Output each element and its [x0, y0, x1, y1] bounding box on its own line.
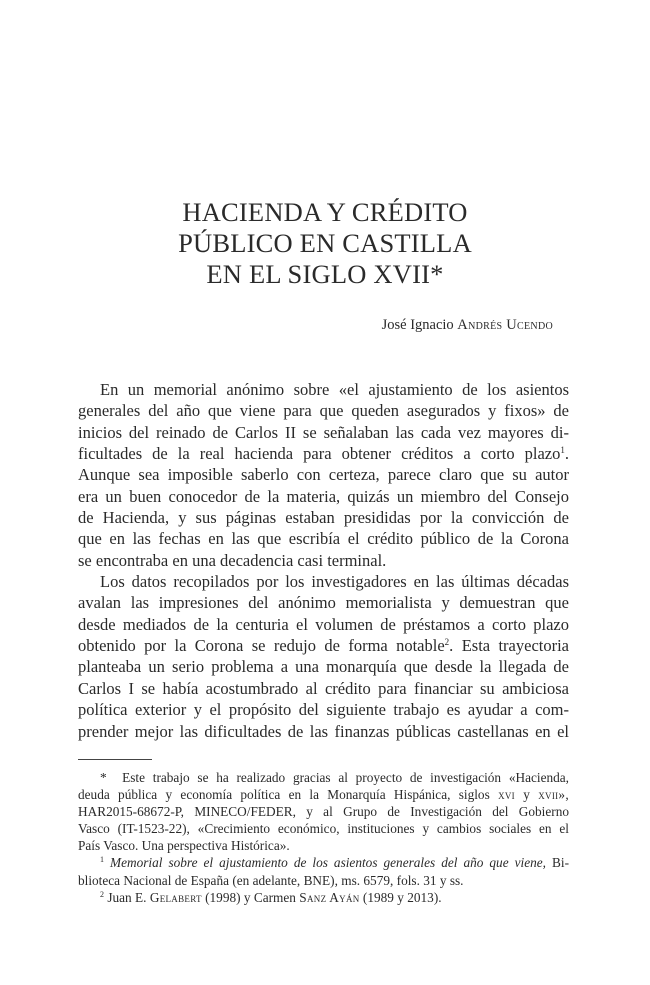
footnote-2-mark: 2 — [100, 889, 104, 899]
footnote-text: Bi- — [552, 855, 570, 871]
footnote-century: xvi — [498, 787, 515, 803]
body-line: Los datos recopilados por los investigadores en las últimas décadas — [100, 572, 569, 592]
footnotes — [78, 769, 569, 906]
author-given-name: José Ignacio — [381, 317, 454, 333]
footnote-author: Sanz Ayán — [299, 889, 360, 905]
title-line-1: HACIENDA Y CRÉDITO — [182, 197, 468, 227]
footnote-text: Juan E. — [107, 889, 147, 905]
body-line: que en las fechas en las que escribía el crédito público de la Corona — [78, 529, 569, 549]
footnote-text: y — [523, 787, 530, 803]
body-line: generales del año que viene para que queden asegurados y fixos» de — [78, 401, 569, 421]
body-line-text: ficultades de la real hacienda para obtener créditos a corto plazo — [78, 444, 561, 464]
body-line: de Hacienda, y sus páginas estaban presididas por la convicción de — [78, 508, 569, 528]
footnote-star-mark: * — [100, 770, 107, 785]
body-line: desde mediados de la centuria el volumen de préstamos a corto plazo — [78, 614, 569, 634]
footnote-star-line: País Vasco. Una perspectiva Histórica». — [78, 838, 290, 854]
body-line: se encontraba en una decadencia casi terminal. — [78, 550, 387, 570]
body-line: avalan las impresiones del anónimo memorialista y demuestran que — [78, 593, 569, 613]
body-line: Carlos I se había acostumbrado al crédito para financiar su ambiciosa — [78, 678, 569, 698]
footnote-star-line: Vasco (IT-1523-22), «Crecimiento económico, instituciones y cambios sociales en el — [78, 821, 569, 837]
footnote-separator — [78, 759, 152, 760]
author-surname: Andrés Ucendo — [457, 317, 553, 333]
body-line: En un memorial anónimo sobre «el ajustamiento de los asientos — [100, 380, 569, 399]
footnote-author: Gelabert — [149, 889, 202, 905]
body-line: política exterior y el propósito del siguiente trabajo es ayudar a com- — [78, 700, 569, 720]
footnote-star-line — [78, 769, 569, 786]
footnote-text: deuda pública y economía política en la Monarquía Hispánica, siglos — [78, 787, 490, 803]
body-line: ficultades de la real hacienda para obtener créditos a corto plazo$^1$. — [78, 444, 569, 464]
body-line-text: obtenido por la Corona se redujo de forma notable — [78, 636, 445, 656]
footnote-ref-1: 1 — [560, 445, 565, 456]
footnote-ref-2: 2 — [444, 637, 450, 648]
body-line: inicios del reinado de Carlos II se señalaban las cada vez mayores di- — [78, 422, 569, 442]
footnote-text: (1998) y Carmen — [205, 889, 296, 905]
body-line: Aunque sea imposible saberlo con certeza, parece claro que su autor — [78, 465, 569, 485]
footnote-2-line — [78, 889, 569, 906]
author-byline — [382, 317, 553, 334]
body-line-text: Esta trayectoria — [461, 636, 570, 656]
footnote-text: Este trabajo se ha realizado gracias al proyecto de investigación «Hacienda, — [122, 770, 569, 785]
body-line: era un buen conocedor de la materia, quizás un miembro del Consejo — [78, 486, 569, 506]
body-text — [78, 379, 569, 742]
body-line: planteaba un serio problema a una monarquía que desde la llegada de — [78, 657, 569, 677]
footnote-1-line — [78, 854, 569, 871]
footnote-star-line: HAR2015-68672-P, MINECO/FEDER, y al Grupo de Investigación del Gobierno — [78, 804, 569, 820]
footnote-1-line: blioteca Nacional de España (en adelante, BNE), ms. 6579, fols. 31 y ss. — [78, 872, 464, 888]
footnote-text: (1989 y 2013). — [362, 889, 442, 905]
title-line-2: PÚBLICO EN CASTILLA — [178, 228, 472, 258]
footnote-1-title: Memorial sobre el ajustamiento de los asientos generales del año que viene, — [110, 855, 546, 871]
body-line: prender mejor las dificultades de las finanzas públicas castellanas en el — [78, 721, 569, 741]
body-line: obtenido por la Corona se redujo de forma notable$^2$. Esta trayectoria — [78, 636, 570, 656]
footnote-century: xvii», — [538, 787, 569, 803]
footnote-1-mark: 1 — [100, 855, 104, 865]
title-line-3: EN EL SIGLO XVII* — [206, 259, 444, 289]
chapter-title — [110, 197, 540, 290]
footnote-star-line — [78, 786, 569, 803]
